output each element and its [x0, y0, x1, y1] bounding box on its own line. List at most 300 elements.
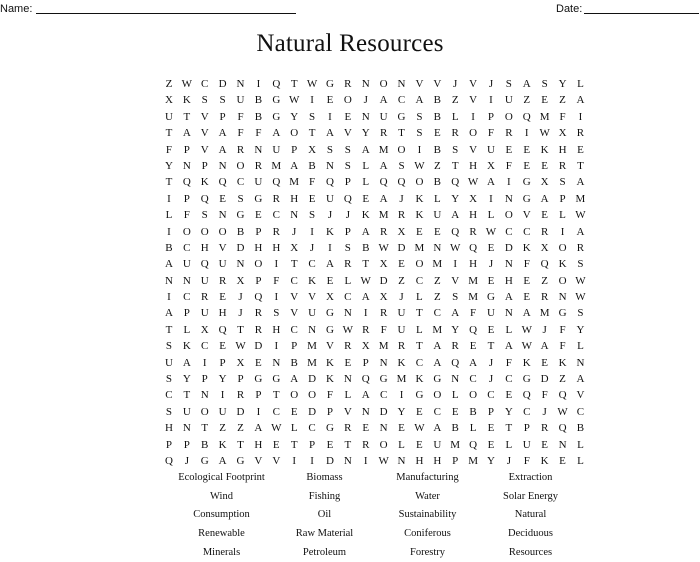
grid-letter: N [343, 373, 352, 386]
grid-letter: U [487, 307, 495, 320]
grid-letter: A [540, 192, 549, 205]
grid-letter: G [397, 110, 406, 123]
grid-letter: V [200, 127, 209, 140]
grid-letter: N [182, 159, 191, 172]
grid-letter: E [505, 389, 513, 402]
grid-row [160, 207, 589, 223]
grid-letter: L [577, 340, 584, 353]
grid-letter: J [488, 258, 494, 271]
grid-letter: J [327, 209, 333, 222]
grid-letter: K [540, 143, 549, 156]
grid-letter: R [505, 127, 513, 140]
grid-letter: S [452, 143, 459, 156]
grid-letter: F [559, 340, 566, 353]
word-bank-item: Natural [514, 509, 547, 521]
grid-letter: R [540, 225, 549, 238]
grid-letter: N [218, 159, 227, 172]
grid-letter: N [182, 422, 191, 435]
grid-letter: X [236, 274, 245, 287]
grid-letter: X [325, 291, 334, 304]
grid-letter: O [397, 143, 406, 156]
word-bank-item: Deciduous [508, 528, 553, 540]
grid-letter: U [164, 356, 173, 369]
grid-letter: K [522, 356, 531, 369]
grid-letter: X [236, 356, 245, 369]
grid-letter: Q [522, 389, 531, 402]
grid-letter: S [344, 159, 351, 172]
grid-letter: S [201, 94, 208, 107]
grid-letter: G [272, 373, 281, 386]
grid-letter: B [236, 225, 245, 238]
grid-letter: N [576, 356, 585, 369]
grid-letter: I [167, 192, 171, 205]
grid-letter: V [576, 389, 585, 402]
grid-letter: Y [504, 405, 513, 418]
grid-row [160, 404, 589, 420]
grid-letter: U [164, 110, 173, 123]
grid-letter: O [433, 389, 442, 402]
grid-letter: N [558, 438, 567, 451]
grid-letter: S [165, 405, 172, 418]
grid-letter: I [328, 241, 332, 254]
grid-letter: X [558, 127, 567, 140]
grid-row [160, 125, 589, 141]
grid-letter: D [540, 373, 549, 386]
grid-row [160, 240, 589, 256]
grid-letter: O [254, 258, 263, 271]
grid-letter: S [273, 307, 280, 320]
grid-letter: Q [522, 110, 531, 123]
grid-letter: V [290, 291, 299, 304]
grid-letter: T [416, 340, 423, 353]
grid-letter: V [272, 454, 281, 467]
grid-letter: P [255, 225, 262, 238]
grid-letter: E [487, 241, 495, 254]
grid-letter: V [343, 405, 352, 418]
grid-letter: Q [451, 176, 460, 189]
word-bank-item: Coniferous [404, 528, 451, 540]
grid-letter: I [453, 258, 458, 271]
grid-letter: Q [343, 192, 352, 205]
grid-letter: G [379, 373, 388, 386]
word-bank-item: Forestry [410, 546, 445, 558]
grid-letter: H [469, 258, 478, 271]
grid-letter: C [201, 78, 209, 90]
grid-letter: A [576, 176, 585, 189]
grid-letter: J [345, 209, 350, 222]
grid-letter: T [487, 340, 495, 353]
grid-letter: K [397, 356, 406, 369]
grid-letter: C [523, 225, 531, 238]
grid-letter: L [290, 422, 298, 435]
grid-letter: C [308, 422, 316, 435]
word-bank-item: Renewable [198, 528, 245, 540]
grid-letter: Z [559, 373, 566, 386]
grid-letter: S [344, 143, 351, 156]
grid-letter: Q [325, 176, 334, 189]
grid-letter: Z [219, 422, 226, 435]
name-blank-line[interactable] [36, 13, 296, 14]
grid-letter: C [397, 94, 406, 107]
grid-letter: I [310, 225, 314, 238]
grid-letter: G [433, 373, 442, 386]
grid-letter: N [361, 110, 370, 123]
grid-letter: P [201, 159, 208, 172]
grid-letter: A [576, 225, 585, 238]
page-title: Natural Resources [256, 30, 444, 57]
grid-letter: C [344, 291, 352, 304]
grid-letter: L [451, 389, 459, 402]
grid-letter: L [487, 209, 495, 222]
grid-letter: I [560, 225, 565, 238]
grid-letter: N [325, 159, 334, 172]
grid-letter: W [181, 78, 193, 90]
grid-letter: D [325, 454, 334, 467]
grid-letter: L [577, 78, 584, 90]
grid-letter: E [219, 340, 226, 353]
grid-letter: I [202, 356, 207, 369]
grid-letter: E [255, 356, 262, 369]
grid-row [160, 92, 589, 108]
grid-letter: E [433, 225, 441, 238]
grid-letter: T [362, 258, 370, 271]
grid-letter: D [379, 274, 388, 287]
grid-letter: P [201, 373, 208, 386]
grid-letter: F [523, 454, 530, 467]
word-bank [170, 469, 582, 562]
grid-letter: R [272, 192, 280, 205]
grid-letter: D [504, 241, 513, 254]
grid-letter: C [523, 405, 531, 418]
grid-letter: C [290, 323, 298, 336]
grid-letter: U [379, 110, 388, 123]
grid-letter: T [290, 78, 298, 90]
grid-letter: A [522, 78, 531, 90]
grid-letter: U [182, 405, 191, 418]
grid-letter: H [272, 241, 281, 254]
grid-letter: E [219, 291, 226, 304]
grid-letter: G [325, 422, 334, 435]
grid-letter: X [361, 340, 370, 353]
grid-letter: O [558, 274, 567, 287]
grid-letter: E [487, 323, 495, 336]
grid-letter: H [218, 307, 227, 320]
grid-letter: E [326, 94, 334, 107]
grid-letter: Y [182, 373, 191, 386]
grid-letter: O [308, 389, 317, 402]
grid-letter: K [325, 225, 334, 238]
grid-letter: P [291, 143, 298, 156]
grid-letter: A [218, 454, 227, 467]
grid-letter: L [344, 274, 352, 287]
grid-letter: B [576, 422, 585, 435]
grid-letter: F [183, 209, 190, 222]
grid-letter: S [416, 110, 423, 123]
grid-letter: E [416, 405, 423, 418]
grid-letter: U [272, 143, 281, 156]
grid-letter: T [308, 127, 316, 140]
grid-letter: W [235, 340, 246, 353]
grid-letter: J [309, 241, 315, 254]
grid-letter: N [290, 209, 299, 222]
grid-letter: Z [541, 274, 549, 287]
grid-letter: Q [272, 176, 281, 189]
grid-letter: Y [290, 110, 299, 123]
grid-letter: Q [469, 323, 478, 336]
grid-letter: K [218, 438, 227, 451]
grid-letter: C [290, 274, 298, 287]
grid-letter: B [433, 110, 441, 123]
grid-letter: X [308, 143, 317, 156]
grid-letter: A [182, 356, 191, 369]
grid-letter: Z [398, 274, 405, 287]
grid-letter: O [558, 241, 567, 254]
grid-letter: K [325, 373, 334, 386]
grid-letter: K [558, 258, 567, 271]
grid-letter: R [254, 323, 263, 336]
grid-letter: A [325, 127, 334, 140]
grid-letter: T [416, 307, 423, 320]
grid-letter: S [165, 373, 172, 386]
grid-letter: I [167, 291, 171, 304]
word-bank-item: Sustainability [398, 509, 457, 521]
grid-row [160, 338, 589, 354]
grid-letter: C [415, 356, 424, 369]
grid-letter: E [451, 405, 459, 418]
grid-letter: O [504, 209, 513, 222]
grid-letter: L [577, 438, 584, 451]
grid-letter: F [255, 127, 262, 140]
worksheet-header [0, 0, 700, 18]
grid-letter: A [576, 373, 585, 386]
grid-letter: N [379, 422, 388, 435]
grid-letter: J [506, 454, 511, 467]
word-bank-item: Water [415, 490, 440, 502]
grid-letter: Q [182, 176, 191, 189]
grid-letter: V [308, 291, 317, 304]
name-label: Name: [0, 3, 33, 15]
grid-letter: F [505, 356, 512, 369]
grid-letter: E [487, 274, 495, 287]
grid-letter: W [485, 225, 497, 238]
grid-letter: Q [397, 176, 406, 189]
grid-letter: R [379, 225, 388, 238]
grid-letter: A [433, 340, 442, 353]
grid-letter: R [218, 274, 227, 287]
grid-letter: A [487, 176, 495, 189]
grid-letter: S [219, 94, 226, 107]
grid-letter: H [504, 274, 513, 287]
word-bank-item: Manufacturing [396, 472, 459, 483]
grid-letter: I [256, 78, 261, 90]
grid-letter: G [415, 389, 424, 402]
grid-letter: A [218, 127, 227, 140]
grid-letter: A [379, 192, 388, 205]
grid-letter: N [218, 209, 227, 222]
grid-letter: J [453, 78, 458, 90]
grid-letter: H [254, 241, 263, 254]
grid-row [160, 142, 589, 158]
grid-letter: E [398, 422, 405, 435]
date-label: Date: [556, 3, 583, 15]
grid-letter: U [200, 274, 209, 287]
grid-letter: Y [361, 127, 370, 140]
grid-letter: E [362, 192, 370, 205]
word-bank-item: Oil [317, 509, 332, 521]
grid-letter: E [290, 405, 298, 418]
grid-letter: K [415, 209, 424, 222]
date-blank-line[interactable] [584, 13, 699, 14]
word-bank-item: Wind [210, 490, 233, 502]
grid-letter: Q [200, 192, 209, 205]
grid-letter: Q [218, 323, 227, 336]
grid-letter: R [344, 258, 352, 271]
grid-letter: M [450, 438, 461, 451]
grid-letter: L [165, 209, 173, 222]
grid-letter: U [397, 323, 406, 336]
grid-letter: E [487, 422, 495, 435]
grid-letter: I [399, 389, 404, 402]
grid-letter: A [379, 94, 388, 107]
grid-letter: R [379, 127, 388, 140]
grid-row [160, 224, 589, 240]
grid-letter: M [414, 241, 425, 254]
grid-letter: C [308, 258, 316, 271]
grid-letter: I [167, 225, 171, 238]
grid-letter: U [522, 438, 531, 451]
grid-letter: I [417, 143, 422, 156]
grid-letter: U [200, 307, 209, 320]
grid-letter: W [288, 94, 300, 107]
grid-letter: S [577, 258, 584, 271]
grid-letter: V [522, 209, 531, 222]
grid-letter: O [504, 110, 513, 123]
grid-letter: B [451, 422, 459, 435]
grid-letter: U [254, 176, 263, 189]
grid-letter: M [378, 143, 389, 156]
grid-letter: E [523, 143, 531, 156]
grid-letter: G [236, 209, 245, 222]
grid-letter: E [469, 340, 477, 353]
grid-letter: L [416, 291, 423, 304]
grid-letter: T [165, 176, 173, 189]
grid-letter: B [433, 176, 441, 189]
grid-letter: R [201, 291, 209, 304]
grid-letter: G [236, 454, 245, 467]
grid-letter: V [415, 78, 424, 90]
grid-letter: N [164, 274, 173, 287]
grid-letter: R [254, 307, 263, 320]
grid-letter: X [164, 94, 173, 107]
grid-letter: W [450, 241, 461, 254]
grid-letter: I [274, 258, 279, 271]
grid-letter: U [218, 258, 227, 271]
grid-letter: D [236, 241, 245, 254]
grid-letter: L [505, 438, 513, 451]
grid-letter: Z [433, 274, 441, 287]
grid-letter: B [362, 241, 370, 254]
grid-letter: A [182, 127, 191, 140]
grid-letter: U [487, 143, 495, 156]
grid-letter: W [539, 127, 550, 140]
grid-letter: X [487, 159, 495, 172]
grid-letter: L [577, 454, 584, 467]
grid-letter: V [218, 241, 227, 254]
grid-letter: C [487, 389, 495, 402]
grid-letter: K [415, 373, 424, 386]
grid-letter: O [379, 78, 388, 90]
grid-letter: L [183, 323, 191, 336]
grid-letter: W [378, 241, 389, 254]
grid-letter: S [577, 307, 584, 320]
grid-letter: R [272, 225, 280, 238]
grid-letter: V [343, 127, 352, 140]
grid-letter: I [292, 454, 297, 467]
grid-letter: S [416, 127, 423, 140]
grid-letter: O [200, 405, 209, 418]
grid-letter: A [290, 159, 299, 172]
grid-letter: B [290, 356, 298, 369]
grid-letter: U [433, 438, 442, 451]
grid-letter: M [396, 373, 407, 386]
grid-letter: U [308, 307, 317, 320]
grid-letter: A [272, 127, 281, 140]
grid-letter: H [164, 422, 173, 435]
grid-letter: J [238, 307, 243, 320]
grid-letter: U [433, 209, 442, 222]
grid-letter: P [452, 454, 459, 467]
grid-letter: R [344, 340, 352, 353]
grid-letter: T [290, 258, 298, 271]
grid-letter: F [505, 159, 512, 172]
grid-letter: X [469, 192, 478, 205]
grid-letter: D [397, 241, 406, 254]
grid-letter: M [271, 159, 282, 172]
grid-letter: P [326, 405, 334, 418]
grid-letter: N [254, 143, 263, 156]
grid-letter: S [201, 209, 208, 222]
grid-letter: D [308, 373, 317, 386]
grid-letter: O [469, 127, 478, 140]
grid-letter: N [182, 274, 191, 287]
grid-letter: G [522, 176, 531, 189]
grid-letter: J [399, 192, 404, 205]
grid-letter: T [398, 127, 405, 140]
grid-letter: C [201, 340, 209, 353]
grid-letter: W [414, 422, 425, 435]
grid-letter: E [416, 225, 423, 238]
grid-letter: N [361, 78, 370, 90]
grid-letter: Y [576, 323, 585, 336]
grid-letter: S [559, 176, 566, 189]
word-bank-item: Resources [508, 546, 553, 558]
grid-letter: Q [254, 291, 263, 304]
grid-letter: X [540, 241, 549, 254]
grid-letter: M [378, 340, 389, 353]
grid-letter: L [398, 438, 405, 451]
grid-letter: R [344, 422, 352, 435]
grid-letter: B [254, 110, 263, 123]
grid-letter: G [254, 373, 263, 386]
grid-letter: F [470, 307, 477, 320]
grid-letter: J [488, 356, 494, 369]
grid-letter: W [557, 405, 568, 418]
grid-letter: Y [558, 78, 567, 90]
grid-letter: I [471, 110, 475, 123]
grid-letter: E [398, 258, 405, 271]
grid-letter: V [200, 110, 209, 123]
grid-letter: G [325, 307, 334, 320]
